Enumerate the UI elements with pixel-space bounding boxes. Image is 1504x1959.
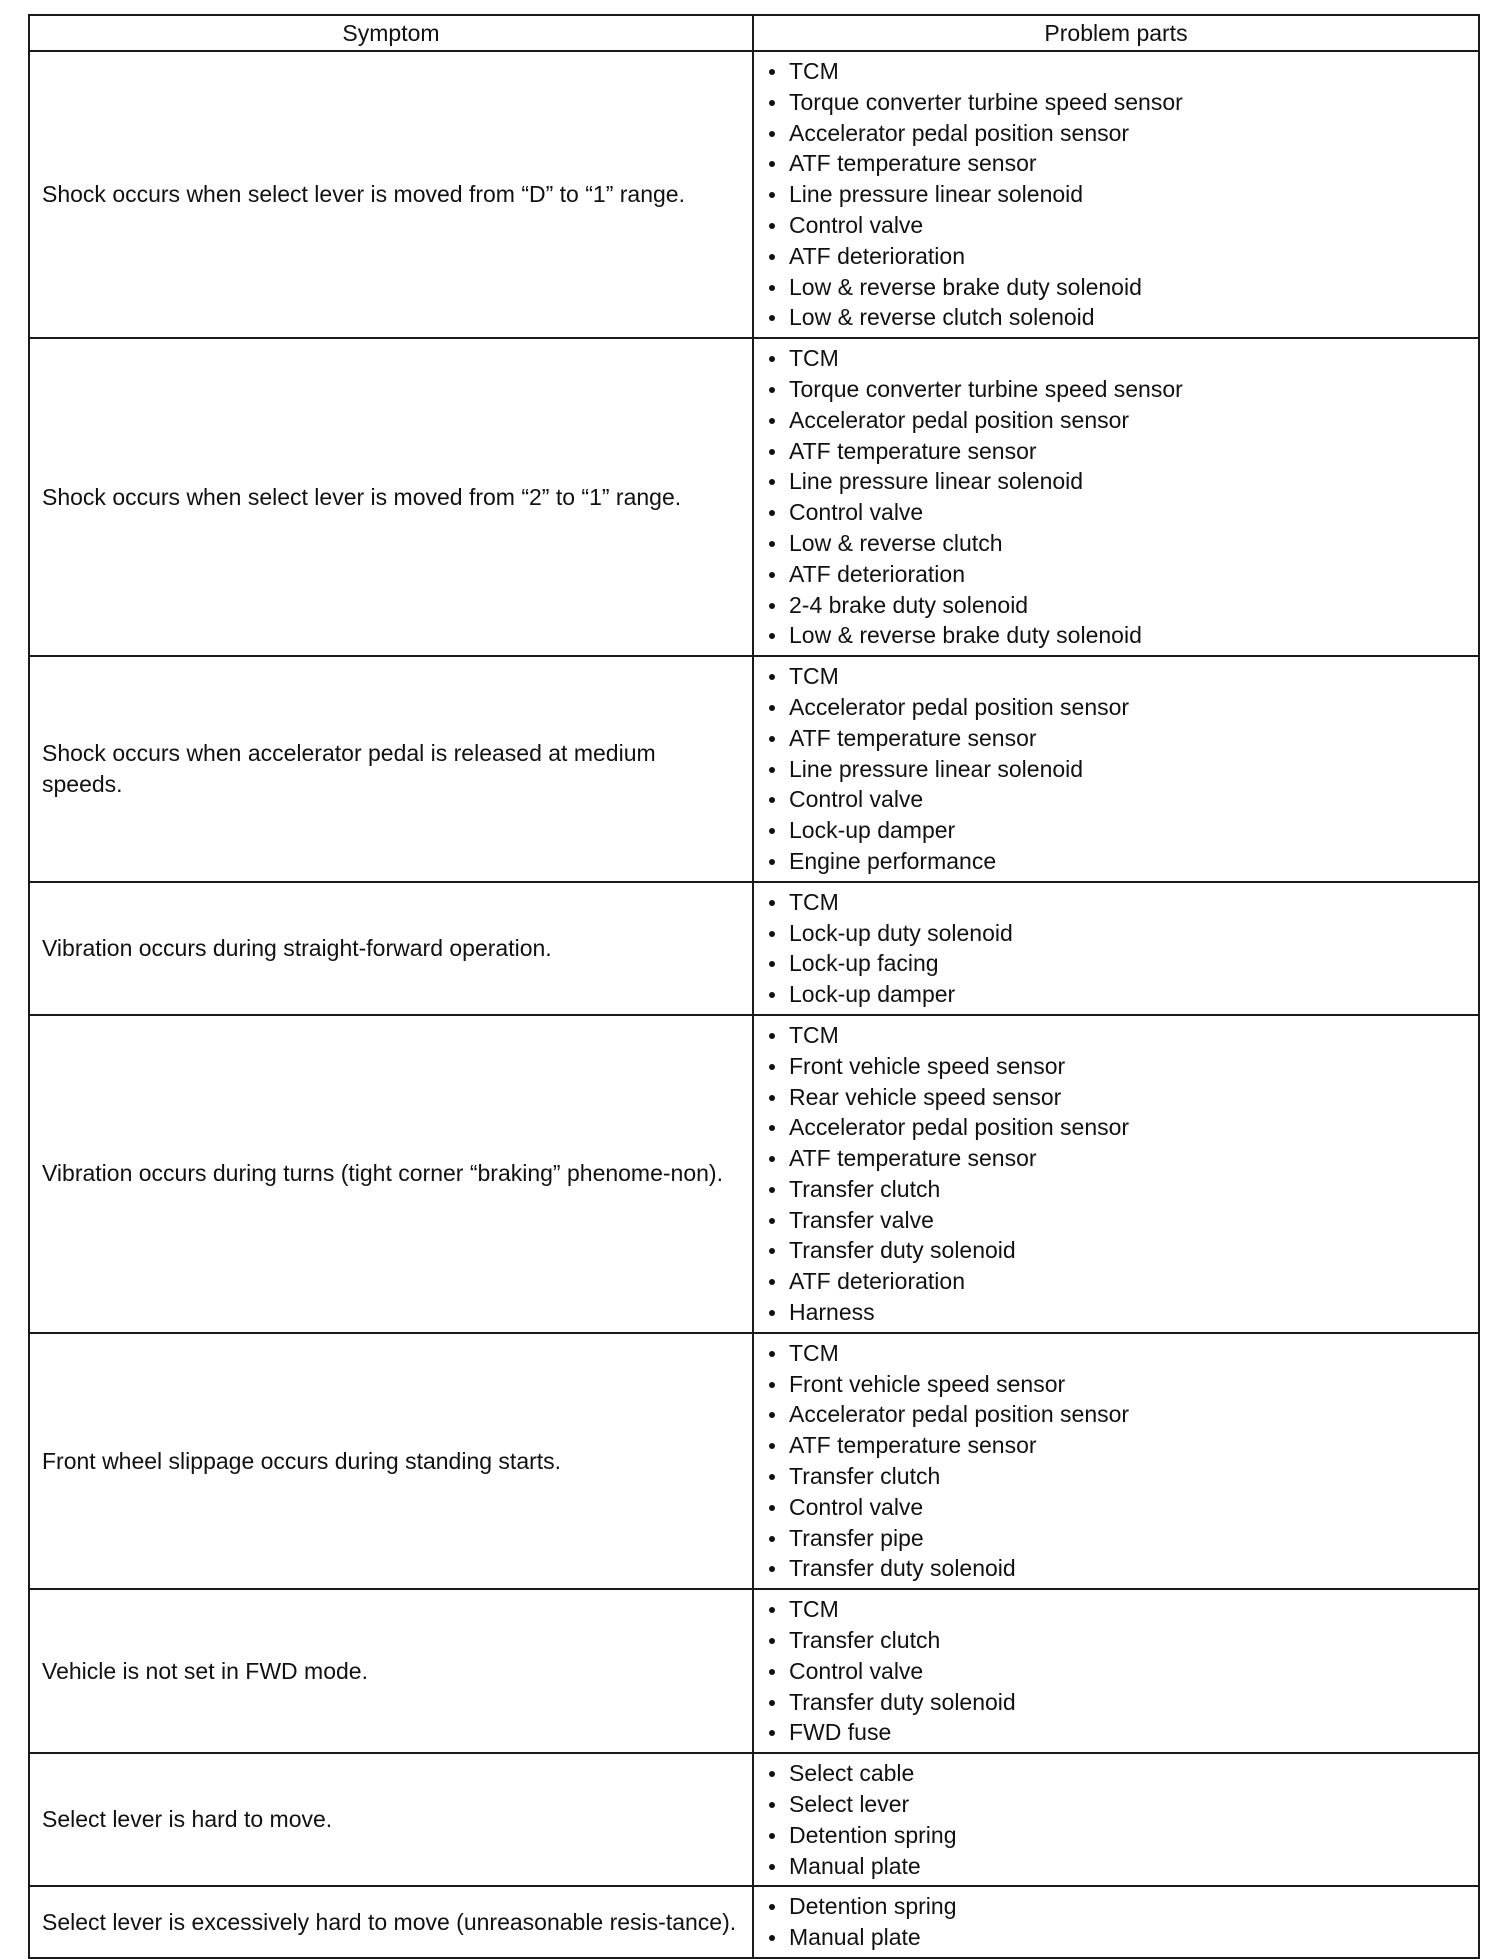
table-row [29, 51, 1479, 338]
problem-part-item: TCM [766, 887, 1478, 918]
problem-part-item: Accelerator pedal position sensor [766, 118, 1478, 149]
problem-parts-cell [753, 1886, 1479, 1958]
header-symptom: Symptom [29, 15, 753, 51]
problem-part-item: Manual plate [766, 1851, 1478, 1882]
problem-part-item: Control valve [766, 784, 1478, 815]
problem-part-item: Line pressure linear solenoid [766, 179, 1478, 210]
problem-part-item: Torque converter turbine speed sensor [766, 374, 1478, 405]
table-row [29, 1753, 1479, 1886]
problem-part-item: ATF temperature sensor [766, 1430, 1478, 1461]
problem-part-item: Line pressure linear solenoid [766, 754, 1478, 785]
problem-part-item: TCM [766, 56, 1478, 87]
problem-parts-cell [753, 882, 1479, 1015]
problem-part-item: Rear vehicle speed sensor [766, 1082, 1478, 1113]
table-row [29, 1333, 1479, 1589]
problem-parts-list [766, 887, 1478, 1010]
problem-part-item: Select cable [766, 1758, 1478, 1789]
problem-parts-list [766, 1891, 1478, 1953]
problem-part-item: FWD fuse [766, 1717, 1478, 1748]
problem-parts-list [766, 1758, 1478, 1881]
problem-part-item: Low & reverse brake duty solenoid [766, 272, 1478, 303]
problem-part-item: Front vehicle speed sensor [766, 1051, 1478, 1082]
problem-part-item: Transfer clutch [766, 1625, 1478, 1656]
problem-part-item: ATF deterioration [766, 241, 1478, 272]
symptom-cell: Vibration occurs during turns (tight corner “braking” phenome-non). [29, 1015, 753, 1333]
problem-part-item: ATF temperature sensor [766, 148, 1478, 179]
problem-parts-list [766, 56, 1478, 333]
problem-parts-cell [753, 1589, 1479, 1753]
problem-part-item: Control valve [766, 1492, 1478, 1523]
problem-parts-list [766, 1338, 1478, 1584]
problem-parts-list [766, 1020, 1478, 1328]
problem-part-item: ATF temperature sensor [766, 1143, 1478, 1174]
symptom-cell: Select lever is hard to move. [29, 1753, 753, 1886]
table-row [29, 1589, 1479, 1753]
problem-part-item: Line pressure linear solenoid [766, 466, 1478, 497]
problem-part-item: ATF temperature sensor [766, 436, 1478, 467]
problem-part-item: Lock-up facing [766, 948, 1478, 979]
table-row [29, 1886, 1479, 1958]
problem-part-item: Control valve [766, 497, 1478, 528]
problem-part-item: Low & reverse clutch solenoid [766, 302, 1478, 333]
problem-parts-list [766, 661, 1478, 877]
problem-part-item: Lock-up damper [766, 815, 1478, 846]
table-body [29, 51, 1479, 1958]
symptom-table-container [28, 14, 1478, 1959]
problem-part-item: Harness [766, 1297, 1478, 1328]
problem-part-item: Detention spring [766, 1820, 1478, 1851]
problem-part-item: Low & reverse brake duty solenoid [766, 620, 1478, 651]
problem-part-item: Lock-up damper [766, 979, 1478, 1010]
problem-part-item: Accelerator pedal position sensor [766, 405, 1478, 436]
table-row [29, 338, 1479, 656]
problem-part-item: TCM [766, 1020, 1478, 1051]
problem-part-item: Transfer duty solenoid [766, 1553, 1478, 1584]
problem-parts-cell [753, 1333, 1479, 1589]
problem-part-item: ATF deterioration [766, 559, 1478, 590]
table-header [29, 15, 1479, 51]
problem-part-item: Transfer duty solenoid [766, 1687, 1478, 1718]
problem-part-item: TCM [766, 343, 1478, 374]
table-row [29, 882, 1479, 1015]
symptom-cell: Shock occurs when select lever is moved from “D” to “1” range. [29, 51, 753, 338]
problem-part-item: Front vehicle speed sensor [766, 1369, 1478, 1400]
problem-part-item: ATF temperature sensor [766, 723, 1478, 754]
problem-part-item: Accelerator pedal position sensor [766, 692, 1478, 723]
problem-part-item: Transfer clutch [766, 1174, 1478, 1205]
symptom-cell: Shock occurs when accelerator pedal is released at medium speeds. [29, 656, 753, 882]
problem-part-item: 2-4 brake duty solenoid [766, 590, 1478, 621]
symptom-cell: Select lever is excessively hard to move (unreasonable resis-tance). [29, 1886, 753, 1958]
problem-parts-list [766, 1594, 1478, 1748]
problem-part-item: Accelerator pedal position sensor [766, 1399, 1478, 1430]
problem-parts-list [766, 343, 1478, 651]
problem-parts-cell [753, 656, 1479, 882]
problem-part-item: Low & reverse clutch [766, 528, 1478, 559]
problem-part-item: TCM [766, 1594, 1478, 1625]
problem-part-item: Transfer valve [766, 1205, 1478, 1236]
symptom-cell: Front wheel slippage occurs during standing starts. [29, 1333, 753, 1589]
problem-part-item: Engine performance [766, 846, 1478, 877]
problem-part-item: Torque converter turbine speed sensor [766, 87, 1478, 118]
table-row [29, 656, 1479, 882]
symptom-cell: Vibration occurs during straight-forward operation. [29, 882, 753, 1015]
problem-part-item: TCM [766, 1338, 1478, 1369]
problem-part-item: Control valve [766, 210, 1478, 241]
problem-part-item: Transfer clutch [766, 1461, 1478, 1492]
problem-part-item: Lock-up duty solenoid [766, 918, 1478, 949]
header-problem-parts: Problem parts [753, 15, 1479, 51]
table-row [29, 1015, 1479, 1333]
problem-part-item: Select lever [766, 1789, 1478, 1820]
header-row [29, 15, 1479, 51]
problem-part-item: TCM [766, 661, 1478, 692]
problem-part-item: Detention spring [766, 1891, 1478, 1922]
symptom-table [28, 14, 1480, 1959]
problem-parts-cell [753, 51, 1479, 338]
problem-part-item: Transfer duty solenoid [766, 1235, 1478, 1266]
problem-part-item: Control valve [766, 1656, 1478, 1687]
problem-parts-cell [753, 1015, 1479, 1333]
problem-parts-cell [753, 1753, 1479, 1886]
problem-parts-cell [753, 338, 1479, 656]
problem-part-item: Manual plate [766, 1922, 1478, 1953]
problem-part-item: Accelerator pedal position sensor [766, 1112, 1478, 1143]
symptom-cell: Vehicle is not set in FWD mode. [29, 1589, 753, 1753]
problem-part-item: Transfer pipe [766, 1523, 1478, 1554]
problem-part-item: ATF deterioration [766, 1266, 1478, 1297]
symptom-cell: Shock occurs when select lever is moved from “2” to “1” range. [29, 338, 753, 656]
